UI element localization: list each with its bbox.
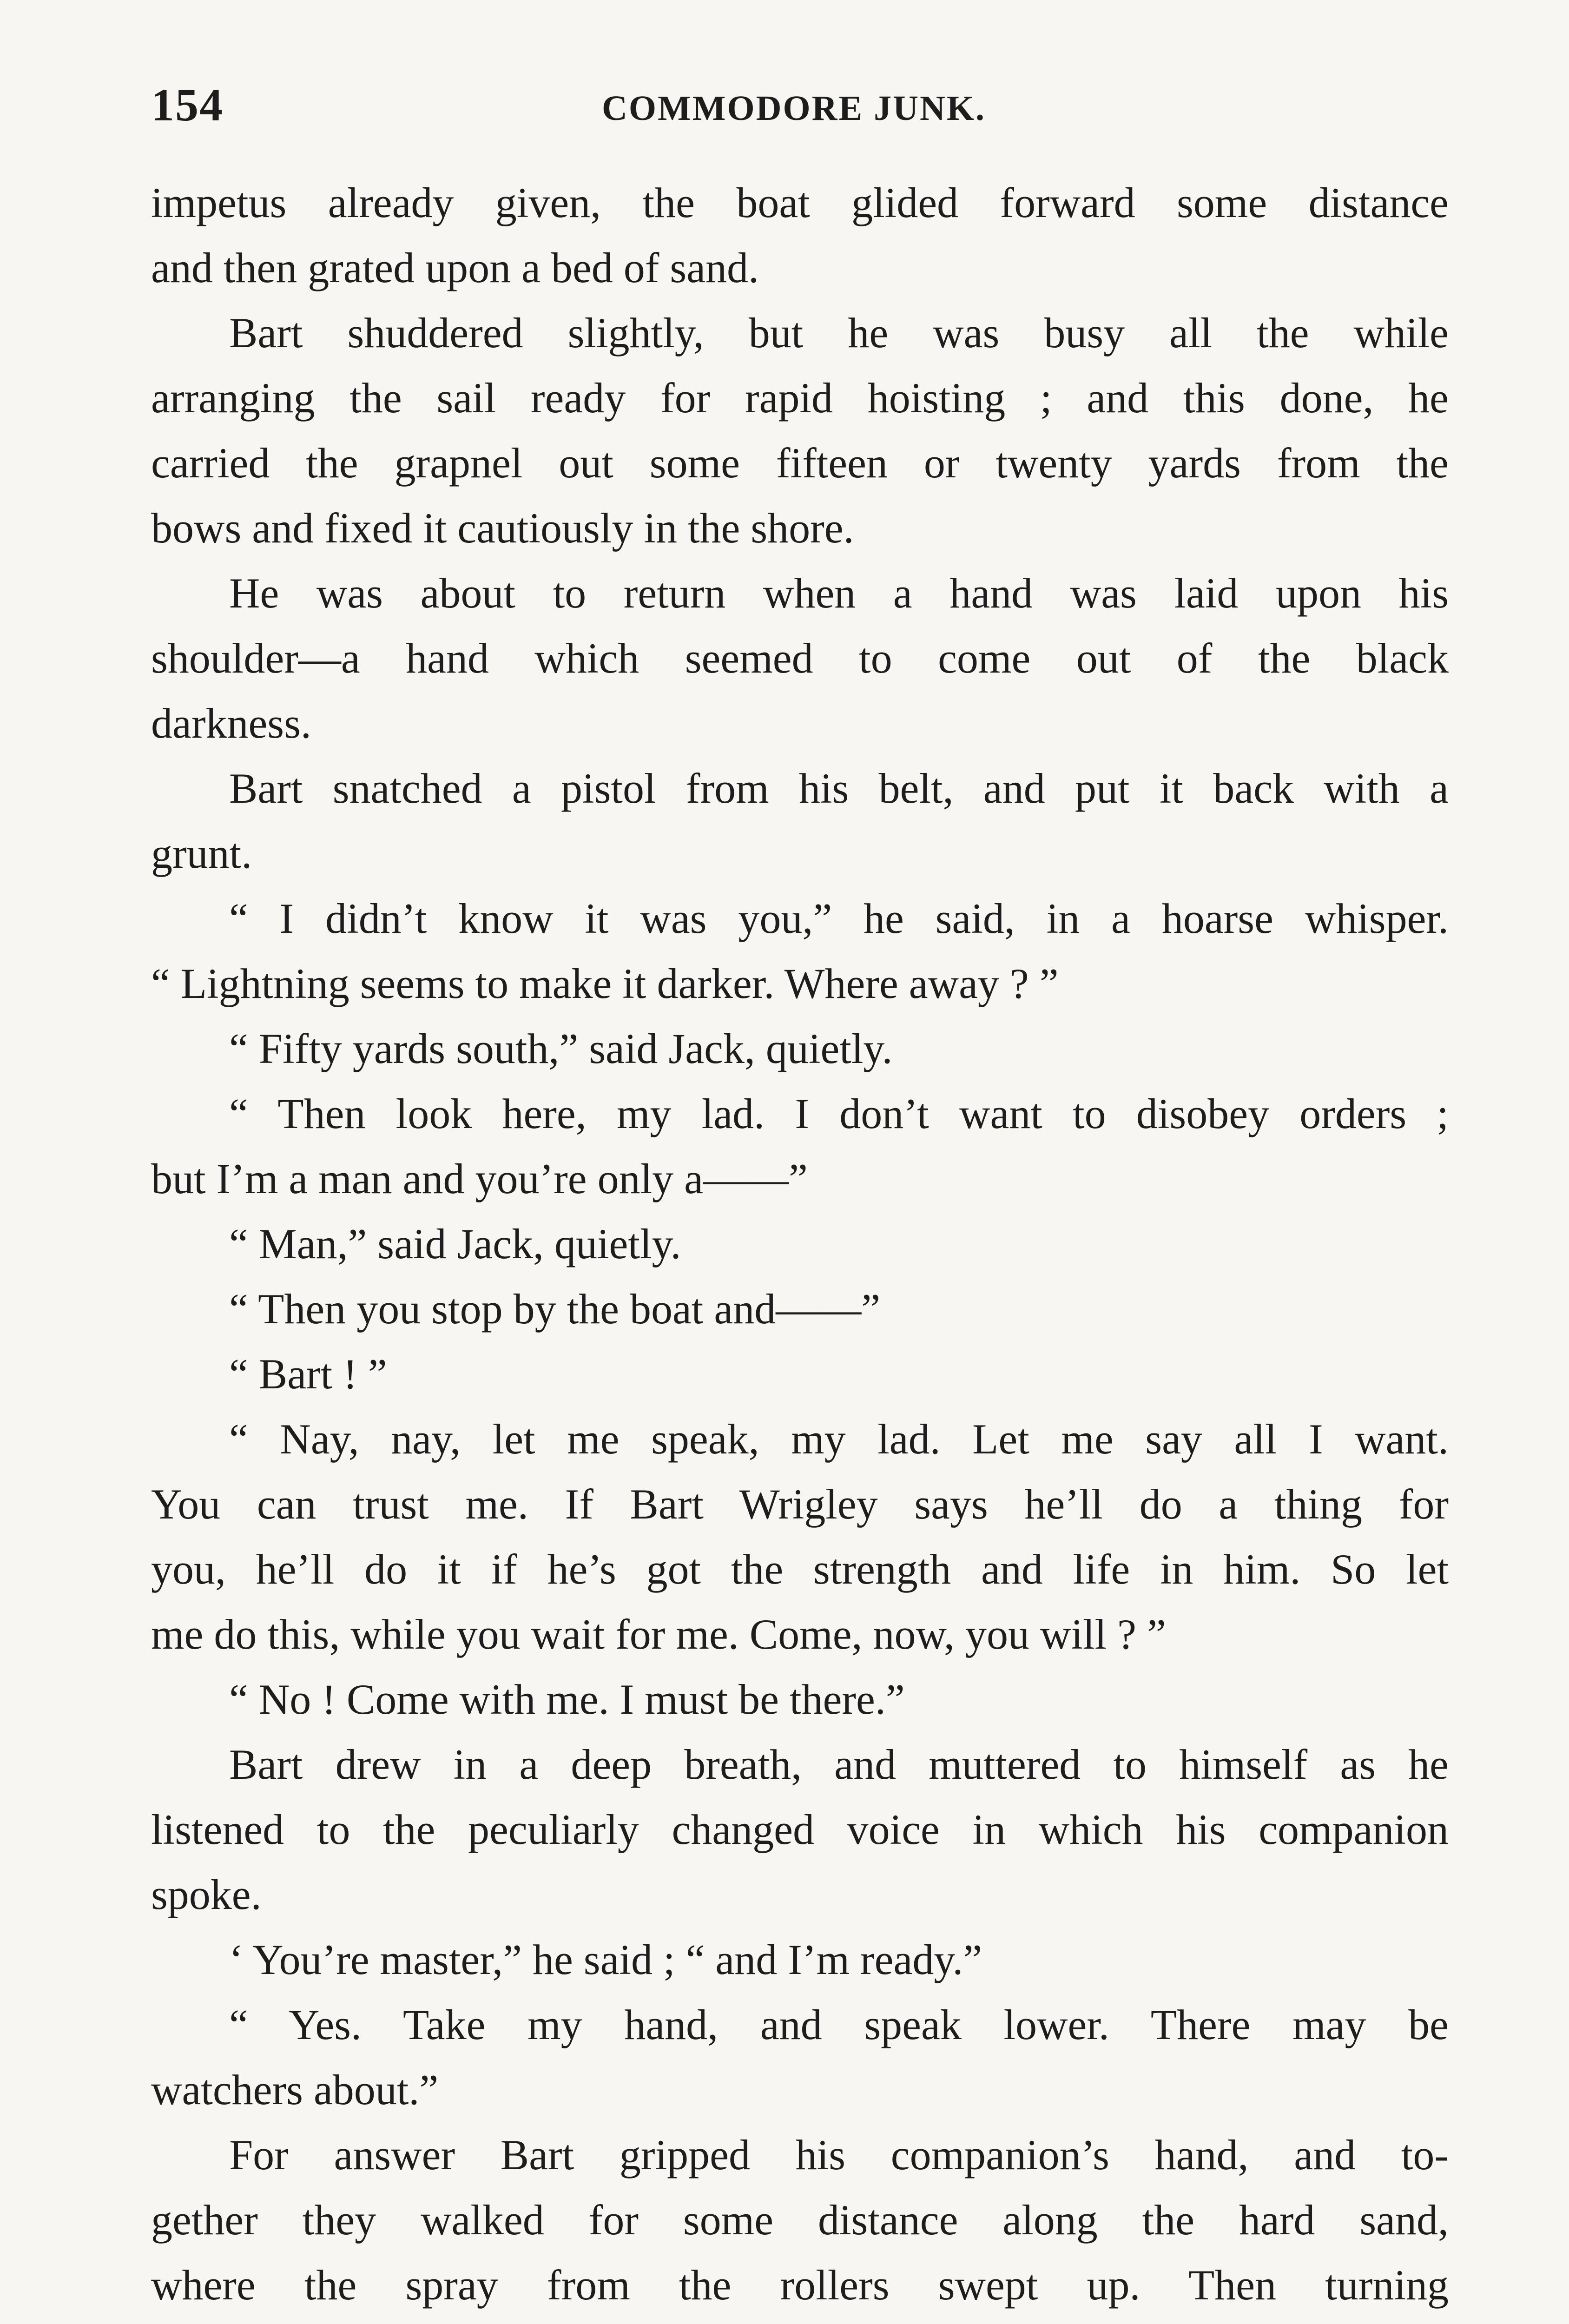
text-line: “ Lightning seems to make it darker. Where away ? ”: [151, 960, 1059, 1007]
text-line: but I’m a man and you’re only a——”: [151, 1155, 808, 1202]
text-line: carried the grapnel out some fifteen or twenty yards from the: [151, 439, 1449, 487]
text-line: grunt.: [151, 830, 252, 877]
text-line: “ Man,” said Jack, quietly.: [229, 1220, 681, 1268]
text-line: gether they walked for some distance along the hard sand,: [151, 2196, 1449, 2244]
text-line: “ Fifty yards south,” said Jack, quietly.: [229, 1025, 893, 1072]
text-line: “ No ! Come with me. I must be there.”: [229, 1676, 905, 1723]
text-line: “ Then you stop by the boat and——”: [229, 1285, 881, 1333]
text-line: spoke.: [151, 1871, 262, 1918]
text-line: and then grated upon a bed of sand.: [151, 244, 759, 291]
text-line: “ Bart ! ”: [229, 1350, 387, 1398]
text-line: arranging the sail ready for rapid hoisting ; and this done, he: [151, 374, 1449, 422]
page-number: 154: [151, 79, 224, 131]
text-line: you, he’ll do it if he’s got the strength and life in him. So let: [151, 1545, 1449, 1593]
text-line: “ Yes. Take my hand, and speak lower. There may be: [229, 2001, 1449, 2048]
text-line: Bart drew in a deep breath, and muttered to himself as he: [229, 1741, 1449, 1788]
running-head: [151, 78, 1449, 143]
text-line: “ I didn’t know it was you,” he said, in a hoarse whisper.: [229, 895, 1449, 942]
text-line: Bart snatched a pistol from his belt, and put it back with a: [229, 765, 1449, 812]
text-line: “ Nay, nay, let me speak, my lad. Let me say all I want.: [229, 1415, 1449, 1463]
text-line: For answer Bart gripped his companion’s hand, and to-: [229, 2131, 1449, 2179]
text-line: Bart shuddered slightly, but he was busy all the while: [229, 309, 1449, 357]
running-title: COMMODORE JUNK.: [602, 89, 986, 128]
text-line: impetus already given, the boat glided forward some distance: [151, 179, 1449, 226]
text-line: ‘ You’re master,” he said ; “ and I’m ready.”: [229, 1936, 982, 1983]
text-line: darkness.: [151, 700, 311, 747]
text-line: listened to the peculiarly changed voice in which his companion: [151, 1806, 1449, 1853]
text-line: You can trust me. If Bart Wrigley says he’ll do a thing for: [151, 1480, 1449, 1528]
text-line: bows and fixed it cautiously in the shore.: [151, 504, 854, 552]
text-line: me do this, while you wait for me. Come, now, you will ? ”: [151, 1611, 1166, 1658]
text-line: watchers about.”: [151, 2066, 439, 2113]
text-line: shoulder—a hand which seemed to come out of the black: [151, 634, 1449, 682]
text-line: where the spray from the rollers swept up. Then turning: [151, 2261, 1449, 2309]
text-line: “ Then look here, my lad. I don’t want to disobey orders ;: [229, 1090, 1449, 1137]
text-line: He was about to return when a hand was laid upon his: [229, 569, 1449, 617]
body-text: [151, 170, 1449, 2317]
